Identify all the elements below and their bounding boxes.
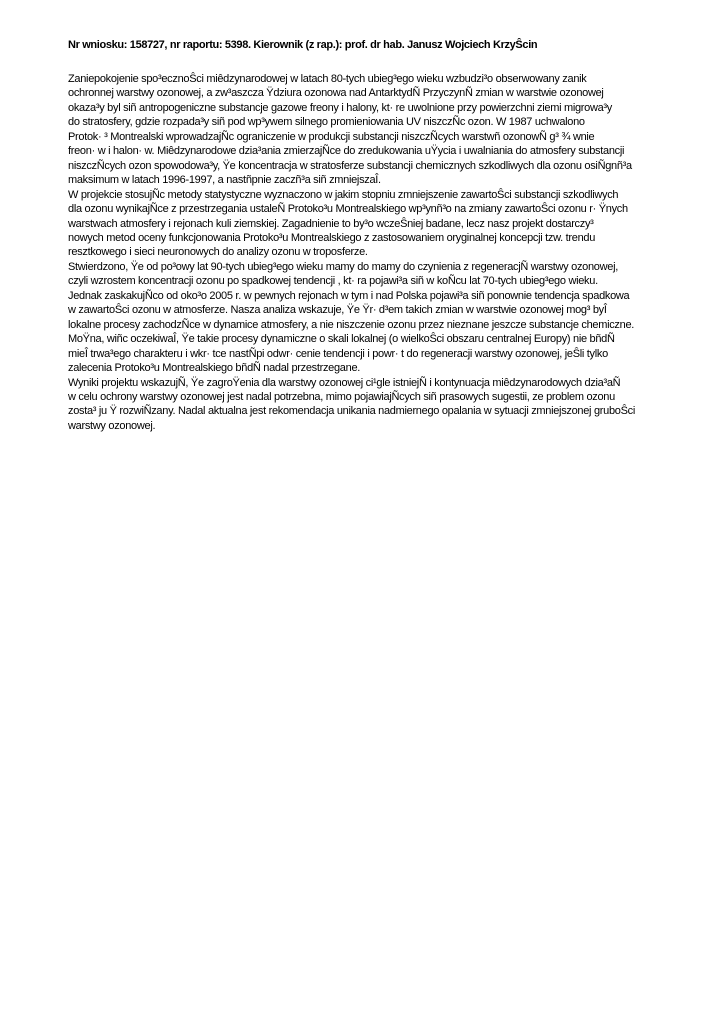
- body-line: dla ozonu wynikajÑce z przestrzegania ustaleÑ Protoko³u Montrealskiego wp³ynñ³o na zmiany zawartoŜci ozonu r· Ÿnych: [68, 203, 628, 216]
- report-body: [68, 72, 708, 433]
- body-line: Wyniki projektu wskazujÑ, Ÿe zagroŸenia dla warstwy ozonowej ci¹gle istniejÑ i kontynuacja miêdzynarodowych dzia³aÑ: [68, 376, 621, 389]
- body-line: mieÎ trwa³ego charakteru i wkr· tce nastÑpi odwr· cenie tendencji i powr· t do regeneracji warstwy ozonowej, jeŜli tylko: [68, 347, 608, 360]
- body-line: maksimum w latach 1996-1997, a nastñpnie zaczñ³a siñ zmniejszaÎ.: [68, 174, 381, 187]
- body-line: w celu ochrony warstwy ozonowej jest nadal potrzebna, mimo pojawiajÑcych siñ prasowych sugestii, ze problem ozonu: [68, 390, 615, 403]
- body-line: ochronnej warstwy ozonowej, a zw³aszcza Ÿdziura ozonowa nad AntarktydÑ PrzyczynÑ zmian w warstwie ozonowej: [68, 87, 604, 100]
- body-line: MoŸna, wiñc oczekiwaÎ, Ÿe takie procesy dynamiczne o skali lokalnej (o wielkoŜci obszaru centralnej Europy) nie bñdÑ: [68, 333, 615, 346]
- body-line: Zaniepokojenie spo³ecznoŜci miêdzynarodowej w latach 80-tych ubieg³ego wieku wzbudzi³o obserwowany zanik: [68, 73, 587, 85]
- report-header: Nr wniosku: 158727, nr raportu: 5398. Kierownik (z rap.): prof. dr hab. Janusz Wojciech KrzyŜcin: [68, 39, 538, 51]
- body-line: do stratosfery, gdzie rozpada³y siñ pod wp³ywem silnego promieniowania UV niszczÑc ozon. W 1987 uchwalono: [68, 116, 585, 129]
- body-line: Protok· ³ Montrealski wprowadzajÑc ograniczenie w produkcji substancji niszczÑcych warstwñ ozonowÑ g³ ¾ wnie: [68, 130, 595, 143]
- body-line: nowych metod oceny funkcjonowania Protoko³u Montrealskiego z zastosowaniem oryginalnej koncepcji tzw. trendu: [68, 231, 596, 244]
- body-line: niszczÑcych ozon spowodowa³y, Ÿe koncentracja w stratosferze substancji chemicznych szkodliwych dla ozonu osiÑgnñ³a: [68, 159, 632, 172]
- body-line: resztkowego i sieci neuronowych do analizy ozonu w troposferze.: [68, 246, 368, 259]
- body-line: czyli wzrostem koncentracji ozonu po spadkowej tendencji , kt· ra pojawi³a siñ w koÑcu lat 70-tych ubieg³ego wieku.: [68, 275, 598, 288]
- body-line: warstwach atmosfery i rejonach kuli ziemskiej. Zagadnienie to by³o wczeŜniej badane, lecz nasz projekt dostarczy³: [68, 217, 594, 230]
- body-line: Stwierdzono, Ÿe od po³owy lat 90-tych ubieg³ego wieku mamy do mamy do czynienia z regeneracjÑ warstwy ozonowej,: [68, 260, 618, 273]
- body-line: Jednak zaskakujÑco od oko³o 2005 r. w pewnych rejonach w tym i nad Polska pojawi³a siñ ponownie tendencja spadkowa: [68, 289, 630, 302]
- body-line: zalecenia Protoko³u Montrealskiego bñdÑ nadal przestrzegane.: [68, 362, 361, 375]
- body-line: okaza³y byl siñ antropogeniczne substancje gazowe freony i halony, kt· re uwolnione przy powierzchni ziemi migrowa³y: [68, 101, 612, 114]
- body-line: freon· w i halon· w. Miêdzynarodowe dzia³ania zmierzajÑce do zredukowania uŸycia i uwalniania do atmosfery substancji: [68, 145, 625, 158]
- body-line: zosta³ ju Ÿ rozwiÑzany. Nadal aktualna jest rekomendacja unikania nadmiernego opalania w sytuacji zmniejszonej gruboŜci: [68, 405, 635, 418]
- body-line: w zawartoŜci ozonu w atmosferze. Nasza analiza wskazuje, Ÿe Ÿr· d³em takich zmian w warstwie ozonowej mog³ byÎ: [68, 304, 607, 317]
- body-line: W projekcie stosujÑc metody statystyczne wyznaczono w jakim stopniu zmniejszenie zawartoŜci substancji szkodliwych: [68, 188, 619, 201]
- body-line: warstwy ozonowej.: [68, 419, 156, 432]
- body-line: lokalne procesy zachodzÑce w dynamice atmosfery, a nie niszczenie ozonu przez nieznane jeszcze substancje chemiczne.: [68, 318, 635, 331]
